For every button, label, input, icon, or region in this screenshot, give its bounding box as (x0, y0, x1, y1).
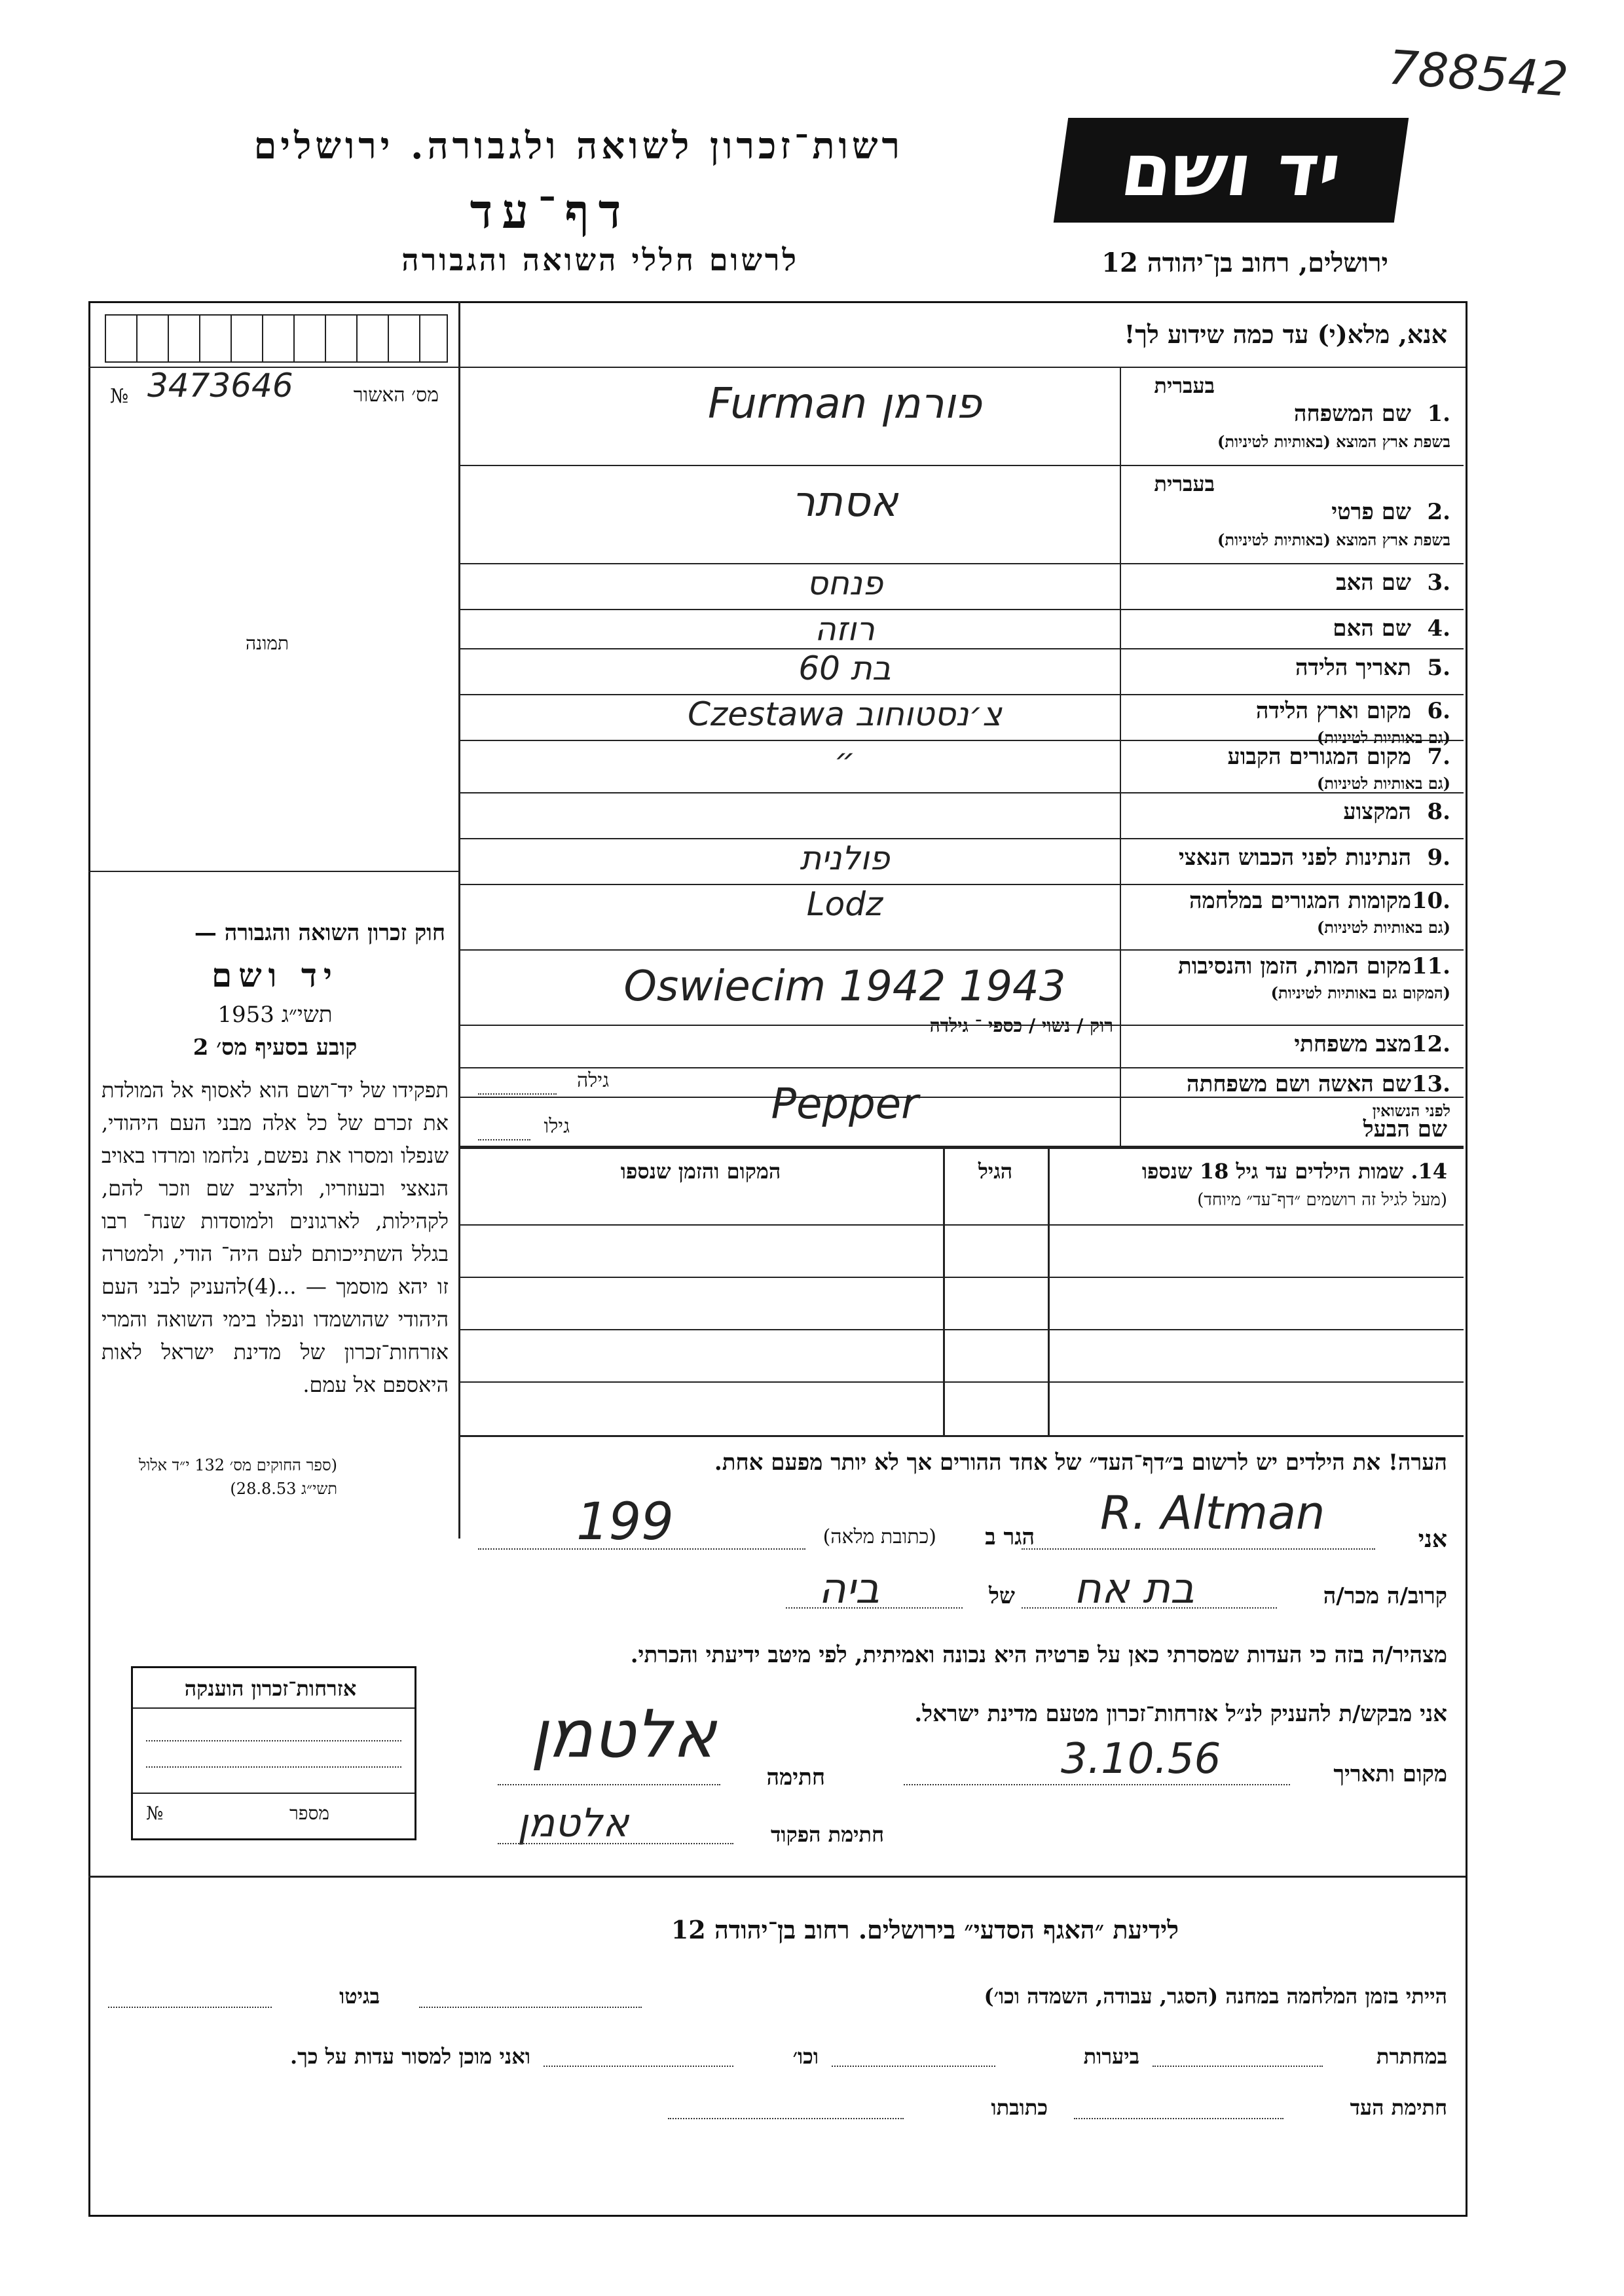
field-value: אסתר (791, 478, 898, 526)
law-title: חוק זכרון השואה והגבורה — (194, 920, 445, 946)
field-number: 1. (1427, 401, 1450, 427)
field-label: מקומות המגורים במלחמה (1189, 888, 1411, 914)
field-row-5 (458, 648, 1464, 695)
approval-number: 3473646 (147, 367, 293, 405)
witness-address-label: כתובתו (991, 2095, 1048, 2120)
citizenship-number-prefix: № (146, 1802, 164, 1824)
field-value: רוזה (815, 610, 875, 648)
field-value: Oswiecim 1942 1943 (623, 962, 1066, 1011)
declarant-address: 199 (576, 1493, 674, 1552)
law-body: תפקידו של יד־ושם הוא לאסוף אל המולדת את זכרם של כל אלה מבני העם היהודי, שנפלו ומסרו את נפשם, נלחמו ומרדו באויב הנאצי ובעוזריו, ולהציב שם וזכר להם, לקהילות, לארגונים ולמוסדות שנח־ רבו בגלל השתייכותם לעם היה־ הודי, ולמטרה זו יהא מוסמך — ...(4)להעניק לבני העם היהודי שהושמדו ונפלו בימי השואה והמרי אזרחות־זכרון של מדינת ישראל לאות היאספם אל עמם. (101, 1078, 449, 1397)
photo-label: תמונה (246, 632, 289, 654)
field-row-7 (458, 740, 1464, 793)
law-year: תשי״ג 1953 (217, 1002, 333, 1028)
ready-text: ואני מוכן למסור עדות על כך. (289, 2044, 530, 2069)
field-label: שם פרטי (1331, 499, 1411, 525)
field-row-8 (458, 792, 1464, 839)
field-sublabel: (גם באותיות לטיניות) (1316, 774, 1450, 793)
field-number: 4. (1427, 615, 1450, 642)
children-note: (מעל לגיל זה רושמים ״דף־עד״ מיוחד) (1197, 1190, 1447, 1210)
field-sublabel: לפני הנשואין (1372, 1101, 1450, 1120)
intro-text: אנא, מלא(י) עד כמה שידוע לך! (1124, 319, 1447, 349)
place-date-label: מקום ותאריך (1333, 1761, 1447, 1787)
declaration-text: מצהיר/ה בזה כי העדות שמסרתי כאן על פרטיה היא נכונה ואמיתית, לפי מיטב ידיעתי והכרתי. (630, 1642, 1447, 1668)
children-age-header: הגיל (978, 1159, 1013, 1184)
approval-boxes (105, 314, 448, 363)
relative-label: קרוב/ה מכר/ה (1323, 1583, 1447, 1609)
divider (88, 1876, 1466, 1878)
field-number: 13. (1411, 1071, 1450, 1097)
field-number: 6. (1427, 698, 1450, 724)
field-label: שם המשפחה (1293, 401, 1411, 427)
field-number: 7. (1427, 744, 1450, 770)
field-sublabel: בשפת ארץ המוצא (באותיות לטיניות) (1217, 530, 1450, 549)
forests-label: ביערות (1083, 2044, 1139, 2069)
field-value: פנחס (806, 564, 883, 602)
field-value: Pepper (771, 1080, 919, 1129)
witness-signature-label: חתימת העד (1350, 2095, 1447, 2120)
field-label: שם האב (1336, 570, 1411, 596)
field-value: Lodz (806, 885, 883, 923)
field-number: 9. (1427, 845, 1450, 871)
of-label: של (989, 1583, 1015, 1609)
divider (88, 871, 459, 872)
etc-label: וכו׳ (792, 2044, 819, 2069)
children-place-header: המקום והזמן שנספו (620, 1159, 781, 1184)
field-sublabel: (המקום גם באותיות לטיניות) (1270, 983, 1450, 1002)
law-clause: קובע בסעיף מס׳ 2 (193, 1034, 358, 1061)
field-value: ״ (834, 741, 856, 779)
address-hint: (כתובת מלאה) (822, 1525, 936, 1548)
camp-text: הייתי בזמן המלחמה במחנה (הסגר, עבודה, השמדה וכו׳) (984, 1984, 1447, 2009)
approval-prefix: № (110, 385, 129, 408)
field-sublabel: (גם באותיות לטיניות) (1316, 728, 1450, 747)
ghetto-label: בגיטו (339, 1984, 380, 2009)
field-sublabel: בשפת ארץ המוצא (באותיות לטיניות) (1217, 432, 1450, 451)
field-row-3 (458, 563, 1464, 610)
field-sublabel: (גם באותיות לטיניות) (1316, 918, 1450, 937)
relative-value: בת אח (1074, 1565, 1194, 1613)
signature-value: אלטמן (530, 1696, 716, 1772)
field-row-10 (458, 884, 1464, 951)
field-value: Czestawa צ׳נסטוחוב (688, 695, 1002, 733)
field-hebrew-tag: בעברית (1154, 373, 1215, 398)
official-signature-label: חתימת הפקוד (771, 1822, 884, 1847)
place-date-value: 3.10.56 (1061, 1735, 1221, 1783)
citizenship-number-label: מספר (289, 1802, 329, 1824)
field-value: פולנית (800, 839, 890, 877)
footer-notice: לידיעת ״האגף הסדעי״ בירושלים. רחוב בן־יהודה 12 (671, 1915, 1179, 1944)
signature-label: חתימה (766, 1764, 825, 1791)
field-number: 2. (1427, 499, 1450, 525)
yad-vashem-logo (1054, 118, 1409, 223)
field-row-9 (458, 838, 1464, 885)
address-line: ירושלים, רחוב בן־יהודה 12 (1101, 247, 1388, 278)
form-subtitle: לרשום חללי השואה והגבורה (401, 242, 799, 278)
field-value: Furman פורמן (708, 380, 982, 428)
form-title: דף־עד (470, 183, 631, 239)
children-note-line: הערה! את הילדים יש לרשום ב״דף־העד״ של אחד ההורים אך לא יותר מפעם אחת. (714, 1449, 1447, 1476)
residing-label: הגר ב (985, 1524, 1035, 1550)
field-label: מקום המגורים הקבוע (1227, 744, 1411, 770)
logo-text: יד ושם (1116, 128, 1346, 212)
declarant-name: R. Altman (1100, 1486, 1325, 1540)
field-label: שם האשה ושם משפחתה (1187, 1071, 1411, 1097)
field-value: בת 60 (798, 649, 891, 687)
field-hebrew-tag: בעברית (1154, 471, 1215, 496)
field-number: 8. (1427, 799, 1450, 825)
field-label: תאריך הלידה (1295, 655, 1411, 681)
law-name: יד ושם (212, 956, 339, 994)
field-number: 3. (1427, 570, 1450, 596)
approval-label: מס׳ האשור (353, 384, 439, 407)
field-number: 12. (1411, 1031, 1450, 1057)
authority-heading: רשות־זכרון לשואה ולגבורה. ירושלים (253, 124, 904, 168)
field-row-2 (458, 465, 1464, 564)
citizenship-box (131, 1666, 416, 1840)
children-title: 14. שמות הילדים עד גיל 18 שנספו (1141, 1159, 1447, 1184)
law-reference: (ספר החוקים מס׳ 132 י״ד אלול תשי״ג 28.8.53) (139, 1456, 337, 1498)
husband-label: שם הבעל (1363, 1116, 1447, 1142)
official-signature-value: אלטמן (517, 1800, 629, 1846)
field-row-1 (458, 367, 1464, 466)
field-number: 10. (1411, 888, 1450, 914)
field-label: הנתינות לפני הכבוש הנאצי (1178, 845, 1411, 871)
field-label: מקום וארץ הלידה (1255, 698, 1411, 724)
request-text: אני מבקש/ת להעניק לנ״ל אזרחות־זכרון מטעם מדינת ישראל. (914, 1701, 1447, 1727)
wife-age-label: גילה (576, 1069, 609, 1092)
husband-age-label: גילו (544, 1115, 570, 1138)
divider (458, 1097, 1464, 1098)
field-label: מקום המות, הזמן והנסיבות (1177, 953, 1411, 979)
of-value: ביה (819, 1565, 880, 1613)
declarant-i-label: אני (1418, 1525, 1447, 1553)
archive-number: 788542 (1386, 39, 1570, 107)
citizenship-title: אזרחות־זכרון הוענקה (184, 1676, 357, 1701)
field-row-6 (458, 694, 1464, 747)
marital-options: רוק / נשוי / כספי ־ גילדה (929, 1015, 1113, 1036)
field-number: 5. (1427, 655, 1450, 681)
underground-label: במחתרת (1376, 2044, 1447, 2069)
field-label: המקצוע (1343, 799, 1411, 825)
field-row-4 (458, 609, 1464, 649)
divider (458, 1147, 1464, 1149)
field-number: 11. (1411, 953, 1450, 979)
field-label: מצב משפחתי (1294, 1031, 1411, 1057)
field-label: שם האם (1333, 615, 1411, 642)
